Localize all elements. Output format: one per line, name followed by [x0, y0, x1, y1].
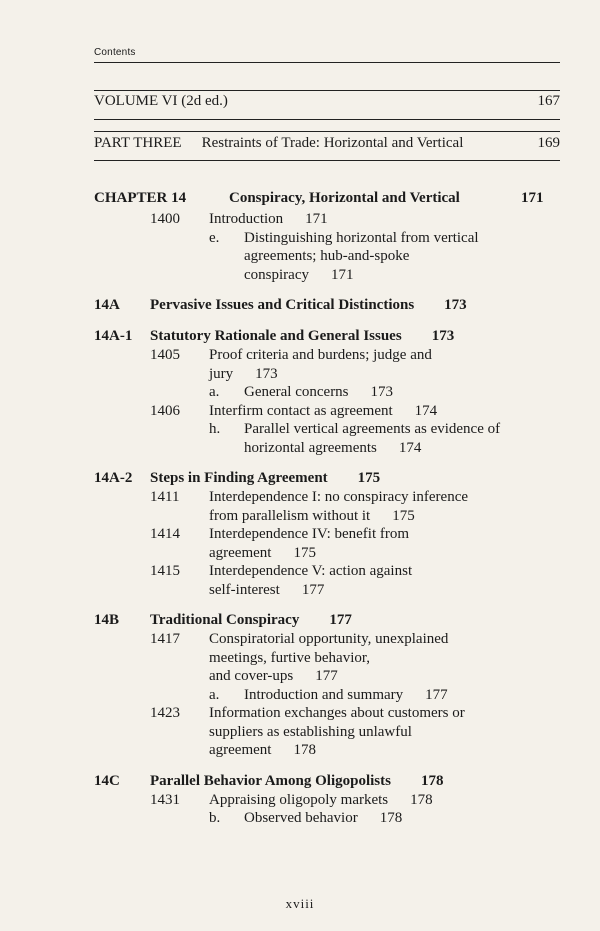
chapter-page: 171 — [521, 190, 544, 206]
volume-label: VOLUME VI (2d ed.) — [94, 93, 228, 109]
subentry-letter: e. — [209, 229, 220, 246]
toc-entry: 1414 Interdependence IV: benefit from agreement 175 — [150, 526, 410, 561]
part-label: PART THREE — [94, 135, 182, 151]
part-title: Restraints of Trade: Horizontal and Vertical — [201, 135, 464, 151]
page-number: xviii — [285, 896, 315, 911]
toc-subentry: a. Introduction and summary 177 — [209, 686, 448, 703]
toc-entry: 1411 Interdependence I: no conspiracy inference from parallelism without it 175 — [150, 489, 469, 524]
table-of-contents — [94, 190, 564, 828]
volume-row — [94, 93, 560, 110]
toc-subentry — [94, 229, 564, 285]
toc-entry: 1415 Interdependence V: action against self-interest 177 — [150, 563, 413, 598]
volume-rule-top — [94, 90, 560, 91]
section-heading: 14A-1 Statutory Rationale and General Issues 173 — [94, 328, 455, 344]
toc-entry: 1423 Information exchanges about customers or suppliers as establishing unlawful agreement 178 — [150, 705, 465, 758]
running-head: Contents — [94, 47, 136, 58]
toc-entry: 1406 Interfirm contact as agreement 174 — [150, 402, 438, 419]
part-rule-bottom — [94, 160, 560, 161]
toc-subentry: h. Parallel vertical agreements as evidence of horizontal agreements 174 — [209, 421, 501, 456]
part-rule-top — [94, 131, 560, 132]
toc-subentry: b. Observed behavior 178 — [209, 810, 403, 826]
subentry-text: Distinguishing horizontal from vertical agreements; hub-and-spoke conspiracy 171 — [244, 229, 479, 283]
toc-subentry: a. General concerns 173 — [209, 384, 394, 400]
section-heading: 14A Pervasive Issues and Critical Distinctions 173 — [94, 297, 467, 313]
volume-page: 167 — [537, 93, 560, 109]
section-heading: 14B Traditional Conspiracy 177 — [94, 612, 352, 628]
toc-entry: 1431 Appraising oligopoly markets 178 — [150, 791, 433, 808]
entry-text: Introduction 171 — [209, 211, 328, 227]
section-heading: 14C Parallel Behavior Among Oligopolists 178 — [94, 772, 444, 789]
chapter-row — [94, 190, 564, 210]
toc-entry: 1405 Proof criteria and burdens; judge and jury 173 — [150, 347, 432, 382]
chapter-title: Conspiracy, Horizontal and Vertical — [229, 190, 460, 206]
entry-number: 1400 — [150, 211, 180, 227]
part-page: 169 — [537, 135, 560, 151]
toc-entry: 1417 Conspiratorial opportunity, unexplained meetings, furtive behavior, and cover-ups 177 — [150, 631, 449, 684]
section-heading: 14A-2 Steps in Finding Agreement 175 — [94, 470, 381, 486]
chapter-label: CHAPTER 14 — [94, 190, 187, 206]
volume-rule-bottom — [94, 119, 560, 120]
header-rule — [94, 62, 560, 63]
part-row — [94, 135, 560, 152]
toc-entry — [94, 210, 564, 229]
